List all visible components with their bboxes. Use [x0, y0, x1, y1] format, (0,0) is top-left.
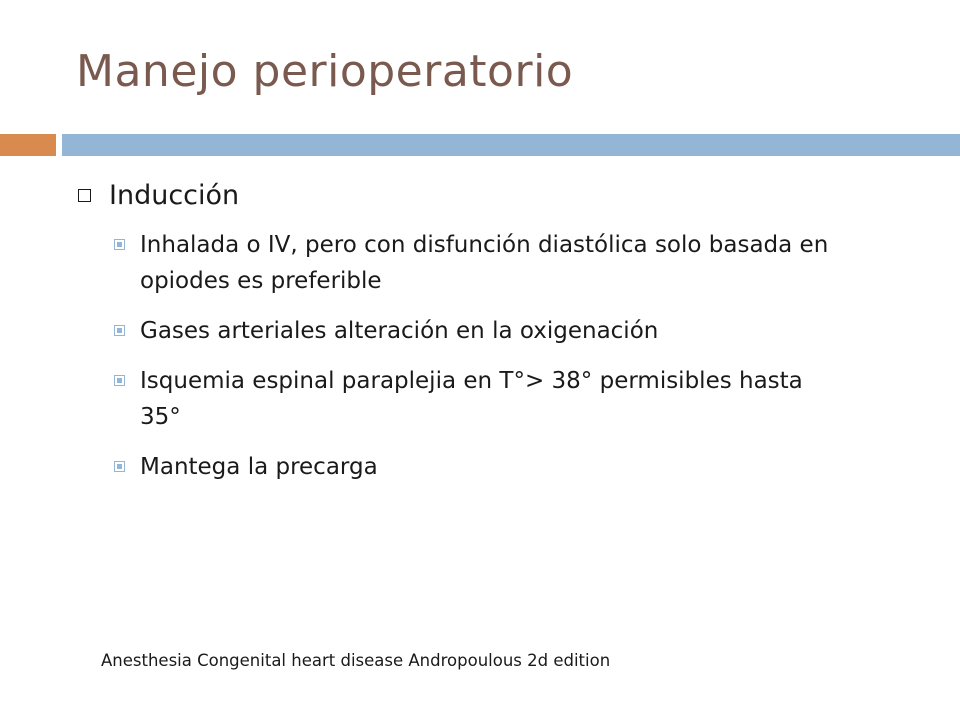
slide-title: Manejo perioperatorio [76, 46, 574, 97]
list-item [114, 313, 834, 349]
footer-citation: Anesthesia Congenital heart disease Andropoulous 2d edition [101, 651, 611, 670]
accent-bar-orange [0, 134, 56, 156]
bullet-text: Gases arteriales alteración en la oxigenación [140, 318, 659, 344]
filled-square-bullet-icon [114, 239, 125, 250]
filled-square-bullet-icon [114, 461, 125, 472]
filled-square-bullet-icon [114, 375, 125, 386]
slide-content [78, 180, 878, 499]
level1-text: Inducción [109, 180, 240, 211]
hollow-square-bullet-icon [78, 189, 91, 202]
list-item [114, 227, 834, 299]
list-item [114, 449, 834, 485]
bullet-text: Inhalada o IV, pero con disfunción diastólica solo basada en opiodes es preferible [140, 232, 829, 294]
bullet-text: Isquemia espinal paraplejia en T°> 38° permisibles hasta 35° [140, 368, 803, 430]
filled-square-bullet-icon [114, 325, 125, 336]
accent-bar-blue [62, 134, 960, 156]
bullet-text: Mantega la precarga [140, 454, 378, 480]
list-item [114, 363, 834, 435]
level1-bullet [78, 180, 878, 211]
